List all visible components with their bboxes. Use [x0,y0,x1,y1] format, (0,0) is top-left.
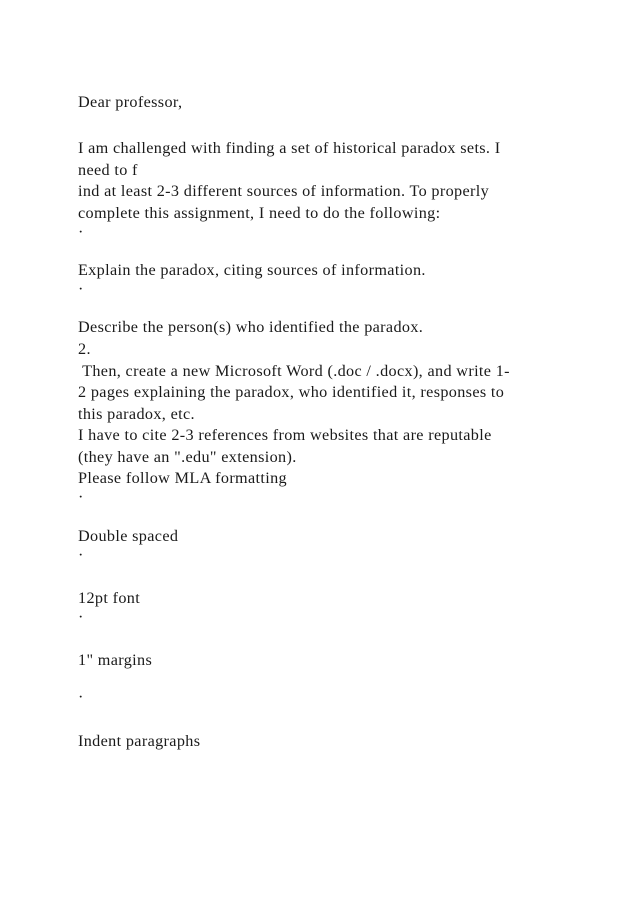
body-line: I have to cite 2-3 references from websites that are reputable [78,426,492,444]
list-item: 1" margins [78,651,153,669]
list-item: Describe the person(s) who identified the paradox. [78,318,424,336]
body-line: (they have an ".edu" extension). [78,448,297,466]
body-line: Please follow MLA formatting [78,469,287,487]
body-line: I am challenged with finding a set of historical paradox sets. I [78,139,501,157]
body-line: need to f [78,161,138,179]
bullet-marker: · [78,223,84,241]
list-item: Indent paragraphs [78,732,201,750]
bullet-marker: · [78,608,84,626]
salutation-line: Dear professor, [78,93,183,111]
bullet-marker: · [78,488,84,506]
list-item: Double spaced [78,527,179,545]
body-line: ind at least 2-3 different sources of information. To properly [78,182,490,200]
body-line: complete this assignment, I need to do the following: [78,204,441,222]
body-line: Then, create a new Microsoft Word (.doc / .docx), and write 1- [78,362,510,380]
bullet-marker: · [78,546,84,564]
bullet-marker: · [78,280,84,298]
body-line: this paradox, etc. [78,405,195,423]
list-item: 12pt font [78,589,141,607]
list-item: Explain the paradox, citing sources of information. [78,261,426,279]
body-line: 2 pages explaining the paradox, who identified it, responses to [78,383,505,401]
list-number: 2. [78,340,91,358]
bullet-marker: · [78,688,84,706]
